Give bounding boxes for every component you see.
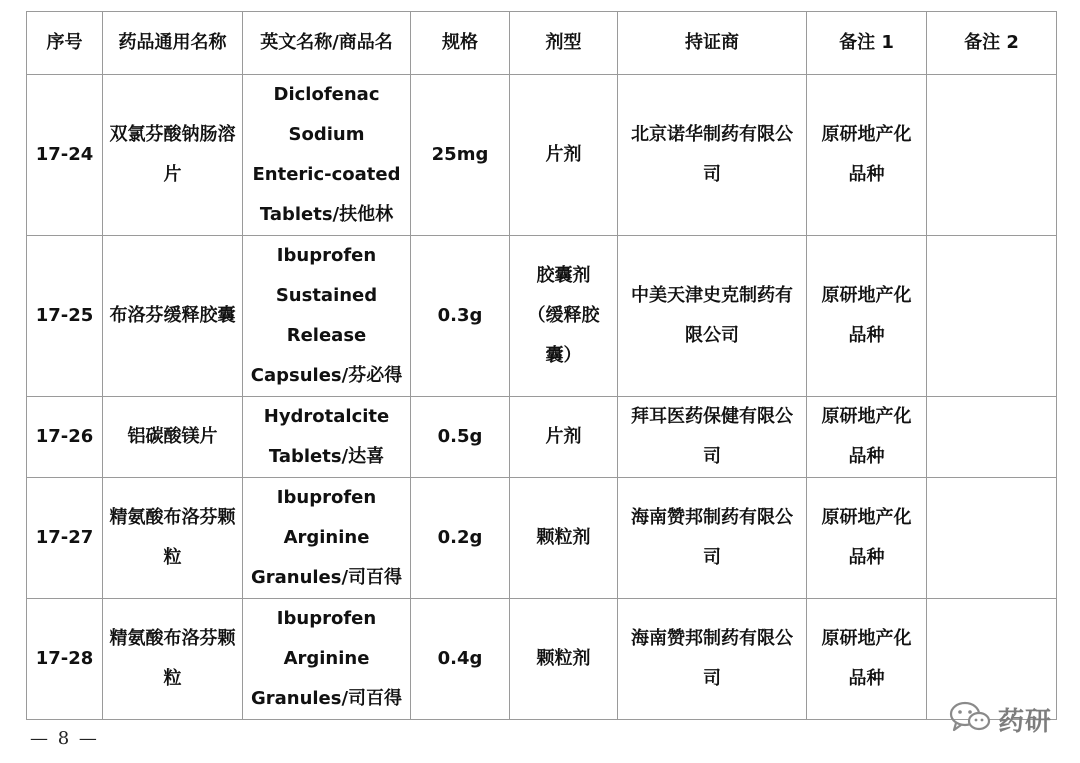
cell-id-text: 17-26 xyxy=(35,426,94,447)
cell-note2 xyxy=(927,75,1057,236)
table-header-row xyxy=(27,12,1057,75)
cell-dosage-form-text: 片剂 xyxy=(545,144,582,165)
cell-id-text: 17-28 xyxy=(35,648,94,669)
cell-dosage-form xyxy=(510,236,618,397)
cell-spec xyxy=(411,236,510,397)
cell-english-name-text: Ibuprofen Arginine Granules/司百得 xyxy=(250,487,403,588)
cell-id xyxy=(27,75,103,236)
cell-note1 xyxy=(807,478,927,599)
cell-holder xyxy=(618,478,807,599)
cell-dosage-form xyxy=(510,599,618,720)
page-number: — 8 — xyxy=(30,728,99,749)
cell-english-name xyxy=(243,478,411,599)
cell-id xyxy=(27,478,103,599)
cell-note1 xyxy=(807,599,927,720)
cell-note2 xyxy=(927,478,1057,599)
cell-generic-name xyxy=(103,75,243,236)
cell-generic-name-text: 精氨酸布洛芬颗 粒 xyxy=(109,628,236,689)
cell-holder xyxy=(618,397,807,478)
cell-english-name-text: Hydrotalcite Tablets/达喜 xyxy=(263,406,390,467)
cell-holder-text: 海南赞邦制药有限公 司 xyxy=(631,628,793,689)
cell-id xyxy=(27,236,103,397)
cell-note2 xyxy=(927,236,1057,397)
cell-spec xyxy=(411,397,510,478)
cell-note1-text: 原研地产化 品种 xyxy=(821,285,912,346)
cell-holder-text: 中美天津史克制药有 限公司 xyxy=(631,285,793,346)
watermark xyxy=(948,700,1052,738)
table-row xyxy=(27,599,1057,720)
header-dosage-form: 剂型 xyxy=(510,12,618,75)
wechat-icon xyxy=(948,700,992,738)
cell-generic-name xyxy=(103,236,243,397)
cell-dosage-form-text: 片剂 xyxy=(545,426,582,447)
cell-english-name xyxy=(243,397,411,478)
cell-spec xyxy=(411,478,510,599)
cell-dosage-form xyxy=(510,478,618,599)
cell-note1-text: 原研地产化 品种 xyxy=(821,507,912,568)
table-row xyxy=(27,236,1057,397)
cell-note1-text: 原研地产化 品种 xyxy=(821,406,912,467)
header-note2: 备注 2 xyxy=(927,12,1057,75)
cell-generic-name-text: 精氨酸布洛芬颗 粒 xyxy=(109,507,236,568)
cell-dosage-form xyxy=(510,75,618,236)
cell-spec xyxy=(411,599,510,720)
table-row xyxy=(27,478,1057,599)
cell-generic-name xyxy=(103,397,243,478)
cell-dosage-form-text: 颗粒剂 xyxy=(536,527,591,548)
cell-id xyxy=(27,599,103,720)
cell-english-name-text: Diclofenac Sodium Enteric-coated Tablets/扶他林 xyxy=(252,84,401,225)
cell-note1 xyxy=(807,236,927,397)
cell-english-name xyxy=(243,236,411,397)
cell-holder xyxy=(618,599,807,720)
cell-spec-text: 0.4g xyxy=(437,648,483,669)
cell-english-name xyxy=(243,75,411,236)
cell-spec xyxy=(411,75,510,236)
header-generic-name: 药品通用名称 xyxy=(103,12,243,75)
header-english-name: 英文名称/商品名 xyxy=(243,12,411,75)
watermark-text: 药研 xyxy=(998,706,1053,737)
cell-holder-text: 拜耳医药保健有限公 司 xyxy=(631,406,793,467)
cell-generic-name-text: 布洛芬缓释胶囊 xyxy=(109,305,236,326)
cell-generic-name xyxy=(103,599,243,720)
header-holder: 持证商 xyxy=(618,12,807,75)
cell-id-text: 17-27 xyxy=(35,527,94,548)
cell-note1 xyxy=(807,75,927,236)
cell-generic-name-text: 双氯芬酸钠肠溶 片 xyxy=(109,124,236,185)
header-note1: 备注 1 xyxy=(807,12,927,75)
table-row xyxy=(27,75,1057,236)
header-spec: 规格 xyxy=(411,12,510,75)
cell-spec-text: 0.5g xyxy=(437,426,483,447)
cell-note1 xyxy=(807,397,927,478)
cell-holder xyxy=(618,75,807,236)
cell-dosage-form xyxy=(510,397,618,478)
header-id: 序号 xyxy=(27,12,103,75)
cell-spec-text: 0.2g xyxy=(437,527,483,548)
cell-holder-text: 海南赞邦制药有限公 司 xyxy=(631,507,793,568)
cell-dosage-form-text: 颗粒剂 xyxy=(536,648,591,669)
cell-spec-text: 0.3g xyxy=(437,305,483,326)
cell-dosage-form-text: 胶囊剂 （缓释胶 囊） xyxy=(527,265,600,366)
drug-table xyxy=(26,11,1057,720)
cell-generic-name xyxy=(103,478,243,599)
cell-english-name xyxy=(243,599,411,720)
cell-generic-name-text: 铝碳酸镁片 xyxy=(127,426,218,447)
cell-note2 xyxy=(927,397,1057,478)
cell-spec-text: 25mg xyxy=(431,144,489,165)
cell-holder-text: 北京诺华制药有限公 司 xyxy=(631,124,793,185)
cell-note1-text: 原研地产化 品种 xyxy=(821,628,912,689)
table-row xyxy=(27,397,1057,478)
cell-id-text: 17-24 xyxy=(35,144,94,165)
cell-holder xyxy=(618,236,807,397)
cell-english-name-text: Ibuprofen Arginine Granules/司百得 xyxy=(250,608,403,709)
cell-note1-text: 原研地产化 品种 xyxy=(821,124,912,185)
cell-id xyxy=(27,397,103,478)
cell-english-name-text: Ibuprofen Sustained Release Capsules/芬必得 xyxy=(250,245,403,386)
cell-id-text: 17-25 xyxy=(35,305,94,326)
